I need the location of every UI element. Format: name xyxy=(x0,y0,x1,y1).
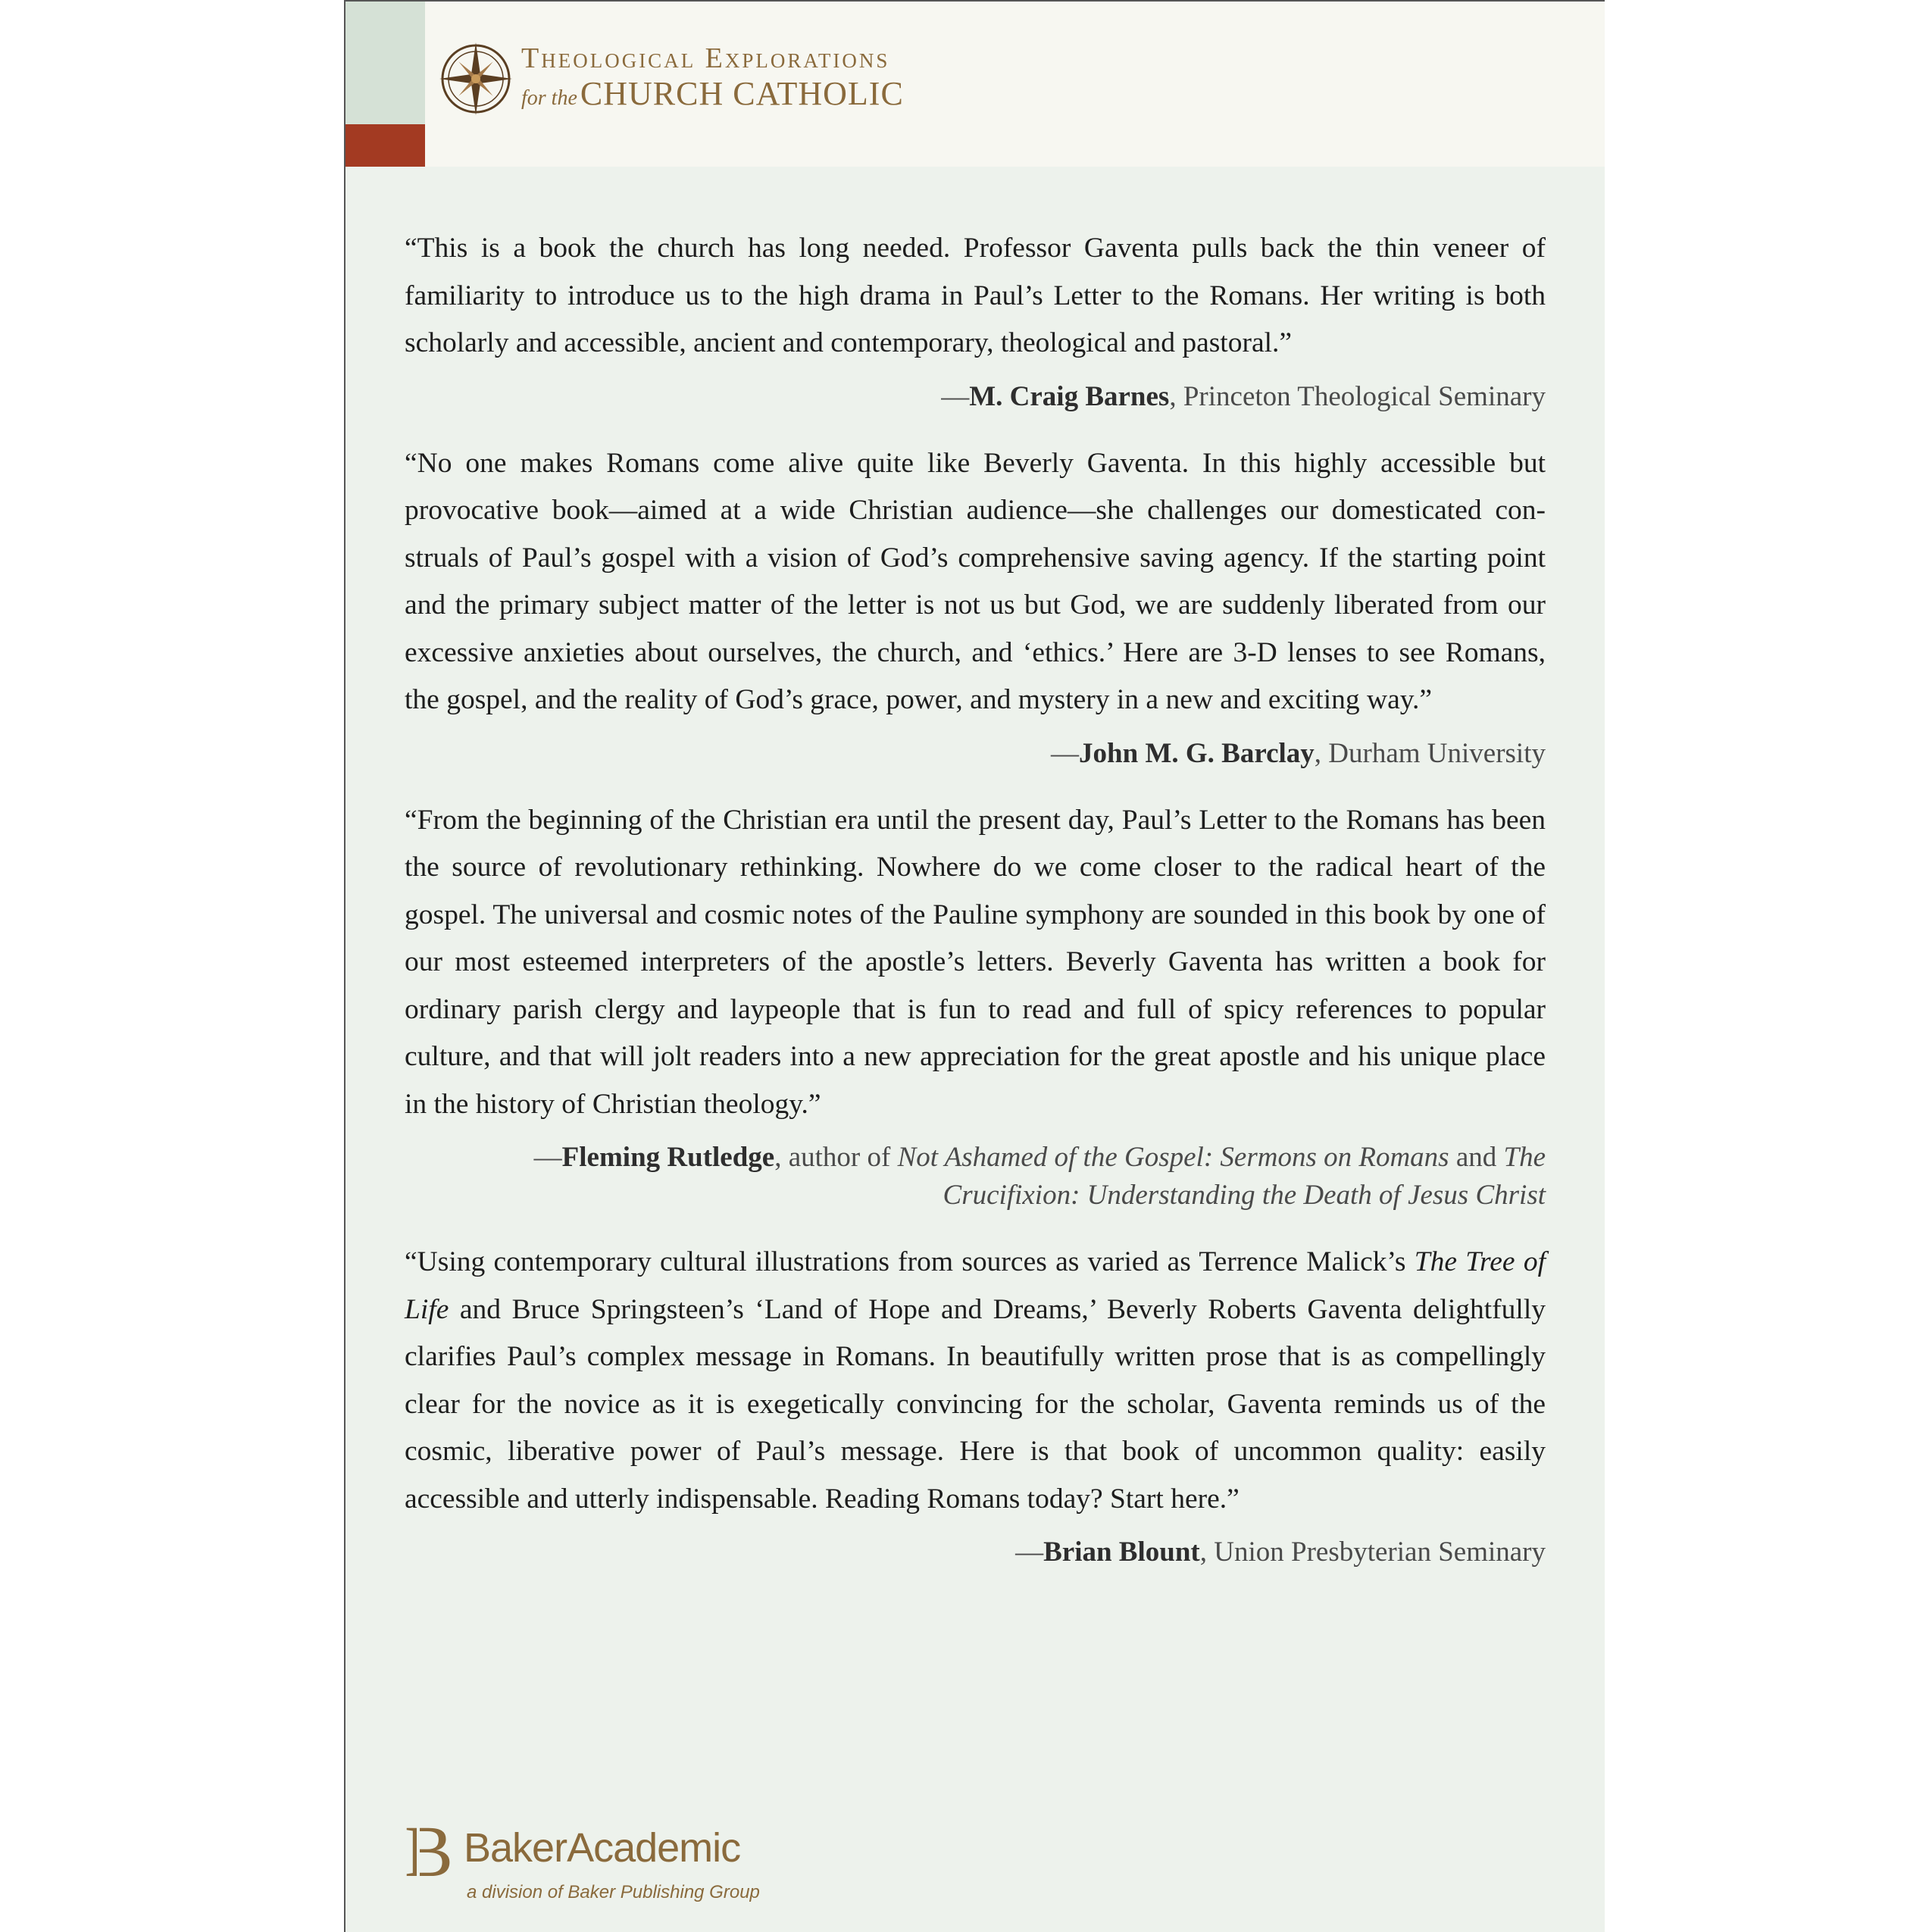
book-title: Not Ashamed of the Gospel: Sermons on Romans xyxy=(897,1142,1449,1173)
endorsement-attribution-3 xyxy=(405,1139,1546,1215)
attribution-dash: — xyxy=(1015,1537,1044,1568)
series-header xyxy=(345,2,1605,167)
endorser-affiliation: , Union Presbyterian Seminary xyxy=(1199,1537,1546,1568)
endorser-affiliation: , author of xyxy=(774,1142,898,1173)
attribution-dash: — xyxy=(533,1142,562,1173)
endorser-name: M. Craig Barnes xyxy=(969,380,1170,412)
endorsement-quote-2: “No one makes Romans come alive quite like Beverly Gaventa. In this highly accessible but provocative book—aimed at a wide Christian audience—she challenges our domesticated construals of Paul’s gospel with a vision of God’s comprehensive saving agency. If the starting point and the primary subject matter of the letter is not us but God, we are suddenly liberated from our excessive anxieties about ourselves, the church, and ‘ethics.’ Here are 3-D lenses to see Romans, the gospel, and the reality of God’s grace, power, and mystery in a new and exciting way.” xyxy=(405,447,1546,715)
series-title-for-the: for the xyxy=(521,86,577,110)
publisher-name: BakerAcademic xyxy=(464,1825,741,1871)
compass-rose-icon xyxy=(438,41,514,117)
book-title: The Crucifixion: Understanding the Death of Jesus Christ xyxy=(943,1142,1546,1211)
series-title-church-catholic: CHURCH CATHOLIC xyxy=(580,75,904,112)
endorsements xyxy=(405,225,1546,1596)
endorser-affiliation: , Princeton Theological Seminary xyxy=(1169,380,1546,412)
series-title-line1: Theological Explorations xyxy=(521,42,890,74)
endorsement-quote-4 xyxy=(405,1239,1546,1523)
attribution-joiner: and xyxy=(1449,1142,1504,1173)
endorser-affiliation: , Durham University xyxy=(1314,737,1546,769)
accent-band-red xyxy=(345,124,425,167)
quote-text-part-a: “Using contemporary cultural illustrations from sources as varied as Terrence Malick’s xyxy=(405,1246,1415,1277)
endorsement-quote-1: “This is a book the church has long needed. Professor Gaventa pulls back the thin veneer of familiarity to introduce us to the high drama in Paul’s Letter to the Romans. Her writing is both scholarly and accessible, ancient and contemporary, theological and pastoral.” xyxy=(405,233,1546,358)
attribution-dash: — xyxy=(1051,737,1080,769)
endorser-name: Brian Blount xyxy=(1043,1537,1200,1568)
endorsement-quote-3: “From the beginning of the Christian era until the present day, Paul’s Letter to the Romans has been the source of revolutionary rethinking. Nowhere do we come closer to the radical heart of the gospel. The universal and cosmic notes of the Pauline symphony are sounded in this book by one of our most esteemed interpreters of the apostle’s letters. Beverly Gaventa has written a book for ordinary parish clergy and laypeople that is fun to read and full of spicy references to popular culture, and that will jolt readers into a new appreciation for the great apostle and his unique place in the history of Christian theology.” xyxy=(405,804,1546,1120)
endorsement-attribution-4 xyxy=(405,1533,1546,1571)
endorsement-attribution-1 xyxy=(405,378,1546,416)
attribution-dash: — xyxy=(941,380,970,412)
film-title: The Tree of Life xyxy=(405,1246,1546,1325)
endorsement-attribution-2 xyxy=(405,735,1546,773)
accent-band-teal xyxy=(345,2,425,124)
series-title-line2 xyxy=(521,77,904,111)
endorser-name: John M. G. Barclay xyxy=(1079,737,1315,769)
svg-text:B: B xyxy=(405,1820,454,1880)
publisher-tagline: a division of Baker Publishing Group xyxy=(467,1882,760,1902)
baker-b-icon xyxy=(403,1820,461,1880)
endorser-name: Fleming Rutledge xyxy=(561,1142,775,1173)
series-title xyxy=(521,44,904,111)
back-cover xyxy=(344,0,1605,1932)
quote-text-part-b: and Bruce Springsteen’s ‘Land of Hope and Dreams,’ Beverly Roberts Gaventa delightfully clarifies Paul’s complex message in Romans. In beautifully written prose that is as compellingly clear for the novice as it is exegetically convincing for the scholar, Gaventa reminds us of the cosmic, liberative power of Paul’s message. Here is that book of uncommon quality: easily accessible and utterly indispensable. Reading Romans today? Start here.” xyxy=(405,1293,1546,1515)
